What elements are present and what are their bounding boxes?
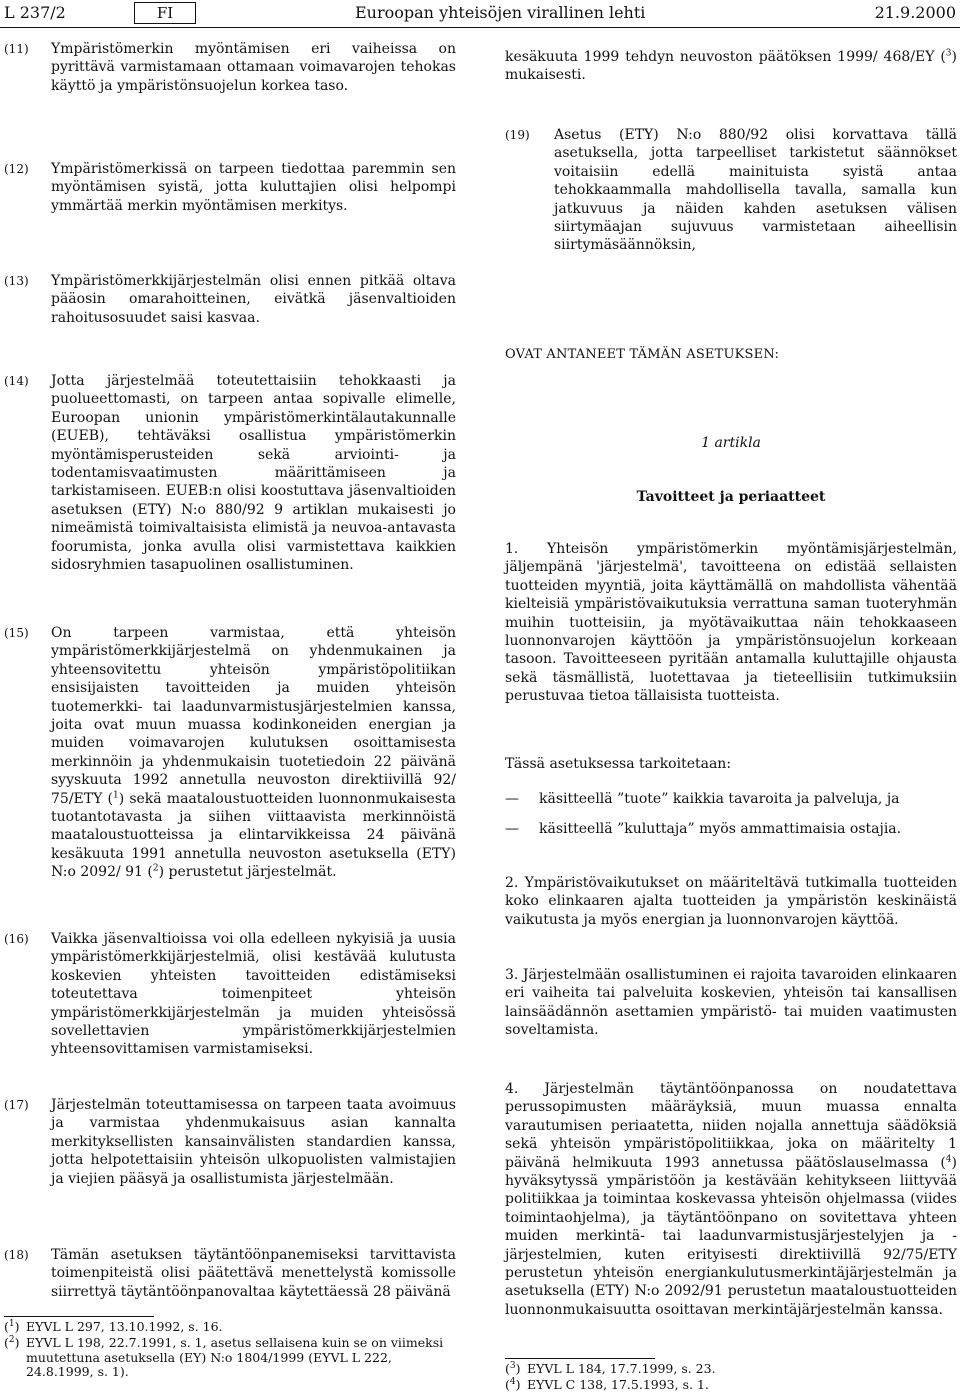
footnote-rule xyxy=(505,1358,655,1359)
definitions-intro: Tässä asetuksessa tarkoitetaan: xyxy=(505,756,732,772)
recital-number: (18) xyxy=(4,1248,29,1262)
recital-12 xyxy=(4,160,456,215)
recital-text: Ympäristömerkkijärjestelmän olisi ennen pitkää oltava pääosin omarahoitteinen, eivätkä jäsenvaltioiden rahoitusosuudet saisi kasvaa. xyxy=(51,273,456,326)
paragraph-2: 2. Ympäristövaikutukset on määriteltävä tutkimalla tuotteiden koko elinkaaren ajalta tuotteiden ja ympäristön keskinäistä vaikutusta ja myös energian ja luonnonvarojen käyttöä. xyxy=(505,875,957,928)
enacting-formula: OVAT ANTANEET TÄMÄN ASETUKSEN: xyxy=(505,347,780,362)
recital-text: Ympäristömerkin myöntämisen eri vaiheissa on pyrittävä varmistamaan ottamaan voimavarojen tehokas käyttö ja ympäristönsuojelun korkea taso. xyxy=(51,41,456,94)
paragraph-4: 4. Järjestelmän täytäntöönpanossa on noudatettava perussopimusten määräyksiä, muun muassa ennalta varautumisen periaatetta, niiden nojalla annettuja säädöksiä sekä yhteisön ympäristöpolitiikkaa, joka on määritelty 1 päivänä helmikuuta 1993 annetussa päätöslauselmassa ($^4$) hyväksytyssä ympäristöön ja kestävään kehitykseen liittyvää politiikkaa ja toimintaa koskevassa yhteisön ohjelmassa (viides toimintaohjelma), ja täytäntöönpano on sovitettava yhteen muiden merkintä- tai laadunvarmistusjärjestelyjen ja -järjestelmien, kuten erityisesti direktiivillä 92/75/ETY perustetun yhteisön energiankulutusmerkintäjärjestelmän ja asetuksella (ETY) N:o 2092/91 perustetun maataloustuotteiden luonnonmukaisuutta osoittavan merkintäjärjestelmän kanssa. xyxy=(505,1081,957,1318)
recital-text: Jotta järjestelmää toteutettaisiin tehokkaasti ja puolueettomasti, on tarpeen antaa sopivalle elimelle, Euroopan unionin ympäristömerkintälautakunnalle (EUEB), tehtäväksi osallistua ympäristömerkin myöntämisperusteiden sekä arviointi- ja todentamisvaatimusten määrittämiseen ja tarkistamiseen. EUEB:n olisi koostuttava jäsenvaltioiden asetuksen (ETY) N:o 880/92 9 artiklan mukaisesti jo nimeämistä toimivaltaisista elimistä ja neuvoa-antavasta foorumista, jonka avulla olisi varmistettava kaikkien sidosryhmien tasapuolinen osallistuminen. xyxy=(51,373,456,574)
recital-14 xyxy=(4,372,456,574)
footnote-4: ($^4$) EYVL C 138, 17.5.1993, s. 1. xyxy=(505,1376,709,1392)
page-reference: L 237/2 xyxy=(4,3,66,22)
recital-16 xyxy=(4,930,456,1059)
recital-number: (15) xyxy=(4,626,29,640)
recital-18 xyxy=(4,1246,456,1301)
recital-11 xyxy=(4,40,456,95)
recital-number: (13) xyxy=(4,274,29,288)
recital-text: Ympäristömerkissä on tarpeen tiedottaa paremmin sen myöntämisen syistä, jotta kuluttajien olisi helpompi ymmärtää merkin myöntämisen merkitys. xyxy=(51,161,456,214)
recital-13 xyxy=(4,272,456,327)
publication-date: 21.9.2000 xyxy=(874,3,956,22)
article-title: Tavoitteet ja periaatteet xyxy=(636,489,826,505)
footnote-ref-1: 1 xyxy=(112,790,119,800)
footnote-ref-4: 4 xyxy=(945,1153,952,1164)
recital-19 xyxy=(505,126,957,255)
document-page: L 237/2 FI Euroopan yhteisöjen virallinen lehti 21.9.2000 (11) Ympäristömerkin myöntämisen eri vaiheissa on pyrittävä varmistamaan ottamaan voimavarojen tehokas käyttö ja ympäristönsuojelun korkea taso. (12) Ympäristömerkissä on tarpeen tiedottaa paremmin sen myöntämisen syistä, jotta kuluttajien olisi helpompi ymmärtää merkin myöntämisen merkitys. (13) Ympäristömerkkijärjestelmän olisi ennen pitkää oltava pääosin omarahoitteinen, eivätkä jäsenvaltioiden rahoitusosuudet saisi kasvaa. (14) Jotta järjestelmää toteutettaisiin tehokkaasti ja puolueettomasti, on tarpeen antaa sopivalle elimelle, Euroopan unionin ympäristömerkintälautakunnalle (EUEB), tehtäväksi osallistua ympäristömerkin myöntämisperusteiden sekä arviointi- ja todentamisvaatimusten määrittämiseen ja tarkistamiseen. EUEB:n olisi koostuttava jäsenvaltioiden asetuksen (ETY) N:o 880/92 9 artiklan mukaisesti jo nimeämistä toimivaltaisista elimistä ja neuvoa-antavasta foorumista, jonka avulla olisi varmistettava kaikkien sidosryhmien tasapuolinen osallistuminen. (15) On tarpeen varmistaa, että yhteisön ympäristömerkkijärjestelmä on yhdenmukainen ja yhteensovitettu yhteisön ympäristöpolitiikan ensisijaisten tavoitteiden ja muiden yhteisön tuotemerkki- tai laadunvarmistusjärjestelmien kanssa, joita ovat muun muassa kodinkoneiden energian ja muiden voimavarojen kulutuksen osoittamisesta merkinnöin ja yhdenmukaisin tuotetiedoin 22 päivänä syyskuuta 1992 annetulla neuvoston direktiivillä 92/ 75/ETY ($^1$) sekä maataloustuotteiden luonnonmukaisesta tuotantotavasta ja siihen viittaavista merkinnöistä maataloustuotteissa ja elintarvikkeissa 24 päivänä kesäkuuta 1991 annetulla neuvoston asetuksella (ETY) N:o 2092/ 91 ($^2$) perustetut järjestelmät. (16) Vaikka jäsenvaltioissa voi olla edelleen nykyisiä ja uusia ympäristömerkkijärjestelmiä, olisi kestävää kulutusta koskevien yhteisten tavoitteiden edistämiseksi toteutettava toimenpiteet yhteisön ympäristömerkkijärjestelmän ja muiden yhteisössä sovellettavien ympäristömerkkijärjestelmien yhteensovittamisen varmistamiseksi. (17) Järjestelmän toteuttamisessa on tarpeen taata avoimuus ja varmistaa yhdenmukaisuus asian kannalta merkityksellisten kansainvälisten standardien kanssa, jotta helpotettaisiin yhteisön ulkopuolisten valmistajien ja viejien pääsyä ja osallistumista järjestelmään. (18) Tämän asetuksen täytäntöönpanemiseksi tarvittavista toimenpiteistä olisi päätettävä menettelystä komissolle siirrettyä täytäntöönpanovaltaa käytettäessä 28 päivänä ($^1$) EYVL L 297, 13.10.1992, s. 16. ($^2$) EYVL L 198, 22.7.1991, s. 1, asetus sellaisena kuin se on viimeksi muutettuna asetuksella (EY) N:o 1804/1999 (EYVL L 222, 24.8.1999, s. 1). kesäkuuta 1999 tehdyn neuvoston päätöksen 1999/ 468/EY ($^3$) mukaisesti. (19) Asetus (ETY) N:o 880/92 olisi korvattava tällä asetuksella, jotta tarpeelliset tarkistetut säännökset voitaisiin edellä mainituista syistä antaa tehokkaammalla mahdollisella tavalla, samalla kun jatkuvuus ja näiden kahden asetuksen välisen siirtymäajan sujuvuus varmistetaan aiheellisin siirtymäsäännöksin, OVAT ANTANEET TÄMÄN ASETUKSEN: 1 artikla Tavoitteet ja periaatteet 1. Yhteisön ympäristömerkin myöntämisjärjestelmän, jäljempänä 'järjestelmä', tavoitteena on edistää sellaisten tuotteiden myyntiä, joita käyttämällä on mahdollista vähentää kielteisiä ympäristövaikutuksia verrattuna saman tuoteryhmän muihin tuotteisiin, ja myötävaikuttaa näin tehokkaaseen luonnonvarojen käyttöön ja ympäristönsuojelun korkeaan tasoon. Tavoitteeseen pyritään antamalla kuluttajille ohjausta sekä täsmällistä, luotettavaa ja tieteellisiin tutkimuksiin perustuvaa tietoa tällaisista tuotteista. Tässä asetuksessa tarkoitetaan: — käsitteellä ”tuote” kaikkia tavaroita ja palveluja, ja — käsitteellä ”kuluttaja” myös ammattimaisia ostajia. 2. Ympäristövaikutukset on määriteltävä tutkimalla tuotteiden koko elinkaaren ajalta tuotteiden ja ympäristön keskinäistä vaikutusta ja myös energian ja luonnonvarojen käyttöä. 3. Järjestelmään osallistuminen ei rajoita tavaroiden elinkaaren eri vaiheita tai palveluita koskevien, yhteisön tai kansallisen lainsäädännön asettamien ympäristö- tai muiden vaatimusten soveltamista. 4. Järjestelmän täytäntöönpanossa on noudatettava perussopimusten määräyksiä, muun muassa ennalta varautumisen periaatetta, niiden nojalla annettuja säädöksiä sekä yhteisön ympäristöpolitiikkaa, joka on määritelty 1 päivänä helmikuuta 1993 annetussa päätöslauselmassa ($^4$) hyväksytyssä ympäristöön ja kestävään kehitykseen liittyvää politiikkaa ja toimintaa koskevassa yhteisön ohjelmassa (viides toimintaohjelma), ja täytäntöönpano on sovitettava yhteen muiden merkintä- tai laadunvarmistusjärjestelyjen ja -järjestelmien, kuten erityisesti direktiivillä 92/75/ETY perustetun yhteisön energiankulutusmerkintäjärjestelmän ja asetuksella (ETY) N:o 2092/91 perustetun maataloustuotteiden luonnonmukaisuutta osoittavan merkintäjärjestelmän kanssa. ($^3$) EYVL L 184, 17.7.1999, s. 23. ($^4$) EYVL C 138, 17.5.1993, s. 1. xyxy=(0,0,960,1397)
paragraph-1: 1. Yhteisön ympäristömerkin myöntämisjärjestelmän, jäljempänä 'järjestelmä', tavoitteena on edistää sellaisten tuotteiden myyntiä, joita käyttämällä on mahdollista vähentää kielteisiä ympäristövaikutuksia verrattuna saman tuoteryhmän muihin tuotteisiin, ja myötävaikuttaa näin tehokkaaseen luonnonvarojen käyttöön ja ympäristönsuojelun korkeaan tasoon. Tavoitteeseen pyritään antamalla kuluttajille ohjausta sekä täsmällistä, luotettavaa ja tieteellisiin tutkimuksiin perustuvaa tietoa tällaisista tuotteista. xyxy=(505,541,957,705)
continuation-text: kesäkuuta 1999 tehdyn neuvoston päätöksen 1999/ 468/EY ($^3$) mukaisesti. xyxy=(505,48,957,84)
recital-number: (16) xyxy=(4,932,29,946)
footnote-3: ($^3$) EYVL L 184, 17.7.1999, s. 23. xyxy=(505,1360,716,1376)
recital-number: (14) xyxy=(4,374,29,388)
footnote-1: ($^1$) EYVL L 297, 13.10.1992, s. 16. xyxy=(4,1318,223,1334)
recital-number: (17) xyxy=(4,1098,29,1112)
recital-text: Asetus (ETY) N:o 880/92 olisi korvattava tällä asetuksella, jotta tarpeelliset tarkistetut säännökset voitaisiin edellä mainituista syistä antaa tehokkaammalla mahdollisella tavalla, samalla kun jatkuvuus ja näiden kahden asetuksen välisen siirtymäajan sujuvuus varmistetaan aiheellisin siirtymäsäännöksin, xyxy=(554,127,957,254)
recital-text: Tämän asetuksen täytäntöönpanemiseksi tarvittavista toimenpiteistä olisi päätettävä menettelystä komissolle siirrettyä täytäntöönpanovaltaa käytettäessä 28 päivänä xyxy=(51,1247,456,1300)
recital-17 xyxy=(4,1096,456,1188)
footnote-2: ($^2$) EYVL L 198, 22.7.1991, s. 1, asetus sellaisena kuin se on viimeksi muutettuna asetuksella (EY) N:o 1804/1999 (EYVL L 222, 24.8.1999, s. 1). xyxy=(4,1334,444,1379)
recital-number: (12) xyxy=(4,162,29,176)
header-rule xyxy=(0,27,960,28)
paragraph-3: 3. Järjestelmään osallistuminen ei rajoita tavaroiden elinkaaren eri vaiheita tai palveluita koskevien, yhteisön tai kansallisen lainsäädännön asettamien ympäristö- tai muiden vaatimusten soveltamista. xyxy=(505,967,957,1039)
recital-number: (19) xyxy=(505,128,530,142)
recital-text: On tarpeen varmistaa, että yhteisön ympäristömerkkijärjestelmä on yhdenmukainen ja yhteensovitettu yhteisön ympäristöpolitiikan ensisijaisten tavoitteiden ja muiden yhteisön tuotemerkki- tai laadunvarmistusjärjestelmien kanssa, joita ovat muun muassa kodinkoneiden energian ja muiden voimavarojen kulutuksen osoittamisesta merkinnöin ja yhdenmukaisin tuotetiedoin 22 päivänä syyskuuta 1992 annetulla neuvoston direktiivillä 92/ 75/ETY ($^1$) sekä maataloustuotteiden luonnonmukaisesta tuotantotavasta ja siihen viittaavista merkinnöistä maataloustuotteissa ja elintarvikkeissa 24 päivänä kesäkuuta 1991 annetulla neuvoston asetuksella (ETY) N:o 2092/ 91 ($^2$) perustetut järjestelmät. xyxy=(51,625,456,881)
language-box: FI xyxy=(134,2,196,24)
footnote-ref-2: 2 xyxy=(152,863,159,874)
recital-15 xyxy=(4,624,456,882)
footnote-ref-3: 3 xyxy=(945,48,952,59)
footnote-rule xyxy=(4,1316,154,1317)
recital-text: Vaikka jäsenvaltioissa voi olla edelleen nykyisiä ja uusia ympäristömerkkijärjestelmiä, olisi kestävää kulutusta koskevien yhteisten tavoitteiden edistämiseksi toteutettava toimenpiteet yhteisön ympäristömerkkijärjestelmän ja muiden yhteisössä sovellettavien ympäristömerkkijärjestelmien yhteensovittamisen varmistamiseksi. xyxy=(51,931,456,1058)
journal-title: Euroopan yhteisöjen virallinen lehti xyxy=(355,3,646,22)
journal-header xyxy=(0,0,960,30)
recital-text: Järjestelmän toteuttamisessa on tarpeen taata avoimuus ja varmistaa yhdenmukaisuus asian kannalta merkityksellisten kansainvälisten standardien kanssa, jotta helpotettaisiin yhteisön ulkopuolisten valmistajien ja viejien pääsyä ja osallistumista järjestelmään. xyxy=(51,1097,456,1187)
recital-number: (11) xyxy=(4,42,29,56)
article-number: 1 artikla xyxy=(701,435,761,451)
